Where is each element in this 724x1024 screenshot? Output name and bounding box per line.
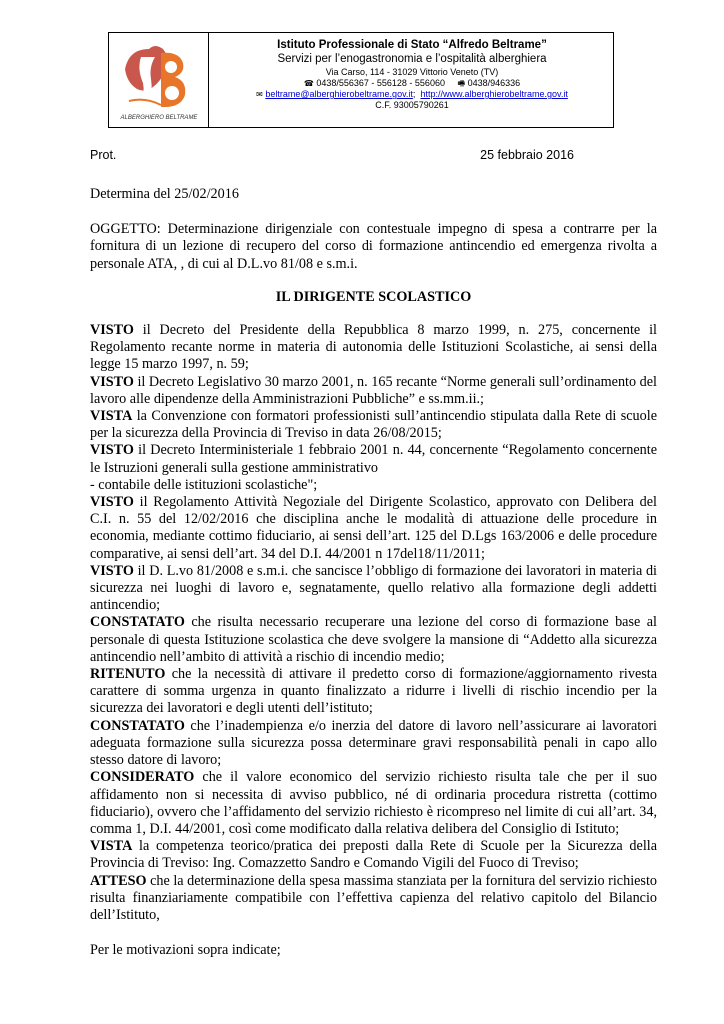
contact-separator: ;: [412, 89, 416, 100]
clause-keyword: VISTO: [90, 494, 134, 511]
clause: [90, 563, 657, 615]
clause-text: la competenza teorico/pratica dei preposti dalla Rete di Scuole per la Sicurezza della Provincia di Treviso: Ing. Comazzetto Sandro e Comando Vigili del Fuoco di Treviso;: [90, 838, 657, 872]
determina-title: Determina del 25/02/2016: [90, 186, 239, 202]
clause: [90, 408, 657, 442]
clause: [90, 666, 657, 718]
document-body: [90, 186, 657, 959]
clause: [90, 873, 657, 925]
contact-phones: [209, 78, 615, 89]
clause-text: che la necessità di attivare il predetto corso di formazione/aggiornamento rivesta carattere di somma urgenza in quanto finalizzato a ridurre i livelli di rischio incendio per la sicurezza dei lavoratori e degli utenti dell’istituto;: [90, 666, 657, 717]
fax-number: 0438/946336: [467, 77, 521, 88]
clause-text: la Convenzione con formatori professionisti sull’antincendio stipulata dalla Rete di scuole per la sicurezza della Provincia di Treviso in data 26/08/2015;: [90, 408, 657, 442]
institute-subtitle: Servizi per l’enogastronomia e l’ospitalità alberghiera: [277, 52, 547, 65]
oggetto-paragraph: OGGETTO: Determinazione dirigenziale con contestuale impegno di spesa a contrarre per la fornitura di un lezione di recupero del corso di formazione antincendio ed emergenza rivolta a personale ATA, , di cui al D.L.vo 81/08 e s.m.i.: [90, 221, 657, 272]
clause-keyword: CONSTATATO: [90, 614, 185, 631]
phone-numbers: 0438/556367 - 556128 - 556060: [316, 77, 445, 88]
protocol-line: [90, 148, 574, 162]
clause-keyword: CONSIDERATO: [90, 769, 195, 786]
clause-keyword: RITENUTO: [90, 666, 166, 683]
clause: [90, 477, 657, 494]
letterhead: [108, 32, 614, 128]
clause-keyword: VISTA: [90, 408, 133, 425]
envelope-icon: ✉: [256, 90, 263, 100]
clause-keyword: VISTA: [90, 838, 133, 855]
beltrame-logo-icon: [115, 39, 203, 117]
clause: [90, 494, 657, 563]
clause-keyword: VISTO: [90, 373, 134, 390]
clause-keyword: VISTO: [90, 562, 134, 579]
clause-text: che il valore economico del servizio richiesto risulta tale che per il suo affidamento non si necessita di avviso pubblico, né di ordinaria procedura ristretta (cottimo fiduciario), ovvero che l’affidamento del servizio richiesto è ricompreso nel limite di cui all’art. 34, comma 1, D.I. 44/2001, così come modificato dalla relativa delibera del Consiglio di Istituto;: [90, 769, 657, 837]
clause-text: il Decreto Legislativo 30 marzo 2001, n. 165 recante “Norme generali sull’ordinamento del lavoro alle dipendenze della Amministrazioni Pubbliche” e ss.mm.ii.;: [90, 373, 657, 407]
closing-line: Per le motivazioni sopra indicate;: [90, 942, 281, 959]
clause: [90, 838, 657, 872]
clause-text: che l’inadempienza e/o inerzia del datore di lavoro nell’assicurare ai lavoratori adeguata formazione sulla sicurezza possa determinare gravi responsabilità penali in capo allo stesso datore di lavoro;: [90, 717, 657, 769]
clause-text: che risulta necessario recuperare una lezione del corso di formazione base al personale di questa Istituzione scolastica che deve svolgere la mansione di “Addetto alla sicurezza antincendio nell’ambito di attività a rischio di incendio medio;: [90, 614, 657, 665]
fax-icon: 🖷: [457, 78, 466, 88]
clause: [90, 442, 657, 476]
protocol-label: Prot.: [90, 148, 117, 162]
clause-keyword: VISTO: [90, 322, 134, 339]
tax-code: C.F. 93005790261: [375, 100, 449, 111]
institute-address: Via Carso, 114 - 31029 Vittorio Veneto (TV): [325, 66, 499, 77]
clause-text: il Regolamento Attività Negoziale del Dirigente Scolastico, approvato con Delibera del C.I. n. 55 del 12/02/2016 che disciplina anche le modalità di attuazione delle procedure in economia, mediante cottimo fiduciario, ai sensi dell’art. 125 del D.Lgs 163/2006 e delle procedure comparative, ai sensi dell’art. 34 del D.I. 44/2001 n 17del18/11/2011;: [90, 494, 657, 562]
clause: [90, 718, 657, 770]
clause: [90, 769, 657, 838]
clause-keyword: VISTO: [90, 442, 134, 459]
institute-name: Istituto Professionale di Stato “Alfredo Beltrame”: [277, 39, 547, 51]
clause-keyword: CONSTATATO: [90, 717, 185, 734]
clause-text: il D. L.vo 81/2008 e s.m.i. che sancisce l’obbligo di formazione dei lavoratori in materia di sicurezza nei luoghi di lavoro e, segnatamente, quello relativo alla formazione degli addetti antincendio;: [90, 562, 657, 614]
clause: [90, 614, 657, 666]
logo: [109, 33, 209, 127]
section-heading: IL DIRIGENTE SCOLASTICO: [275, 288, 472, 305]
clause-text: il Decreto del Presidente della Repubblica 8 marzo 1999, n. 275, concernente il Regolamento recante norme in materia di autonomia delle Istituzioni Scolastiche, ai sensi della legge 15 marzo 1997, n. 59;: [90, 322, 657, 373]
clause-text: che la determinazione della spesa massima stanziata per la fornitura del servizio richiesto risulta finanziariamente compatibile con l’effettiva capienza del relativo capitolo del Bilancio dell’Istituto,: [90, 872, 657, 923]
contact-web: [209, 89, 615, 100]
institute-info: [209, 39, 615, 112]
logo-caption: ALBERGHIERO BELTRAME: [120, 115, 198, 121]
website-link[interactable]: http://www.alberghierobeltrame.gov.it: [420, 89, 568, 100]
clause-keyword: ATTESO: [90, 872, 147, 889]
phone-icon: ☎: [303, 78, 314, 88]
clause: [90, 322, 657, 374]
clause-text: il Decreto Interministeriale 1 febbraio 2001 n. 44, concernente “Regolamento concernente le Istruzioni generali sulla gestione amministrativo: [90, 442, 657, 476]
clause-text: - contabile delle istituzioni scolastiche";: [90, 476, 318, 493]
clause: [90, 374, 657, 408]
email-link[interactable]: beltrame@alberghierobeltrame.gov.it: [265, 89, 413, 100]
protocol-date: 25 febbraio 2016: [480, 148, 574, 162]
